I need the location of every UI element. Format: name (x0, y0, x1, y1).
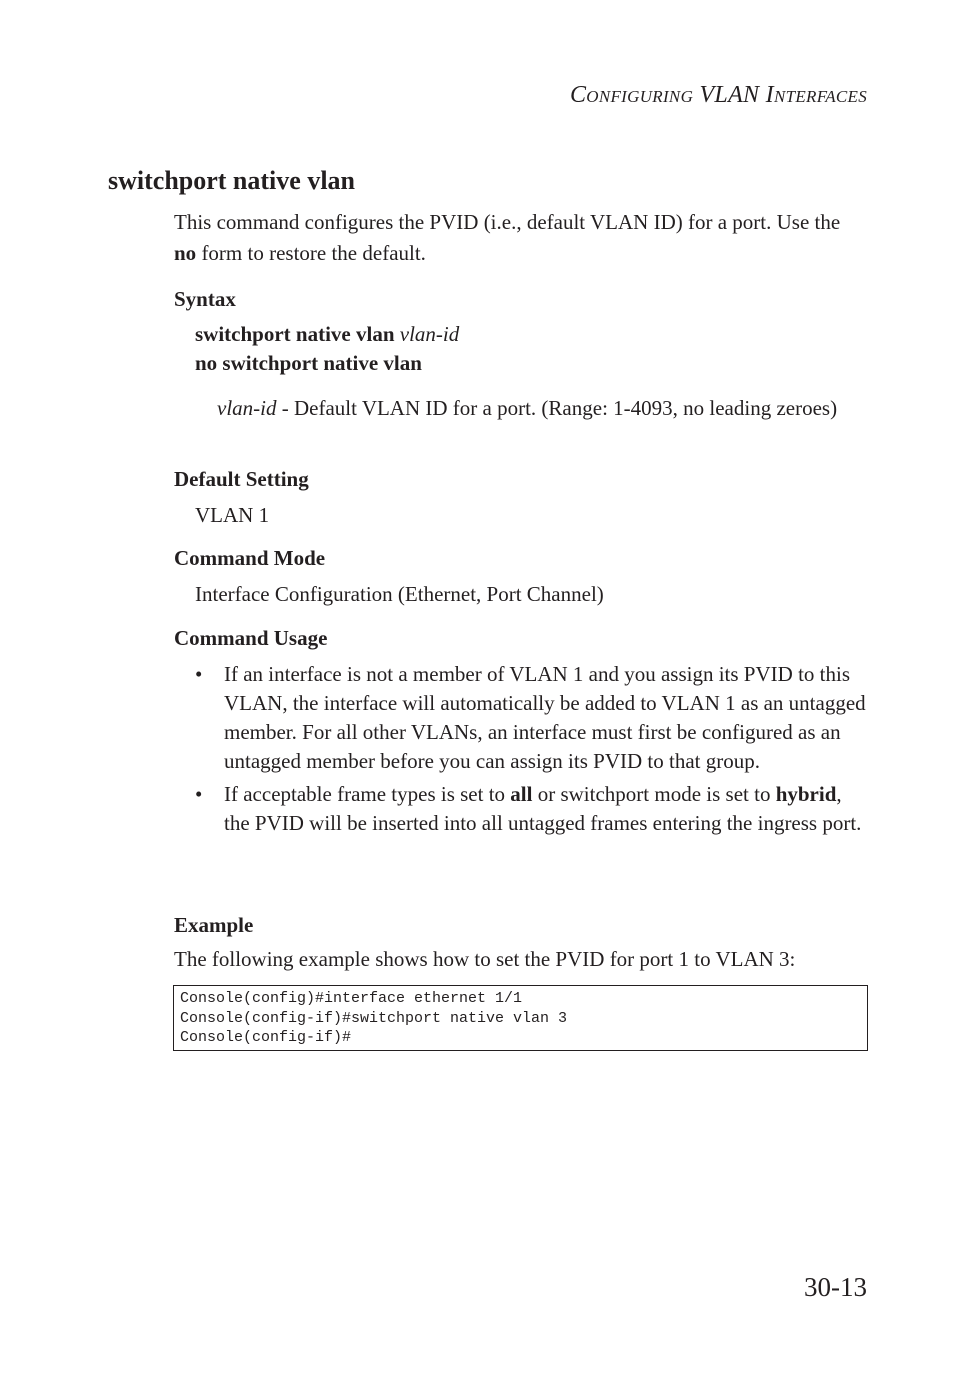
syntax-heading: Syntax (174, 287, 236, 311)
intro-paragraph (174, 207, 864, 269)
example-heading: Example (174, 913, 254, 937)
parameter-name: vlan-id (217, 396, 277, 420)
list-item (195, 780, 867, 838)
usage-text-2c: or switchport mode is set to (532, 782, 776, 806)
code-example-box (173, 985, 868, 1051)
syntax-line-2: no switchport native vlan (195, 351, 422, 375)
code-line: Console(config-if)#switchport native vlan 3 (180, 1009, 568, 1027)
header-small-caps-2: NTERFACES (773, 87, 867, 106)
intro-text-2: form to restore the default. (196, 241, 426, 265)
command-usage-list (195, 660, 867, 842)
command-usage-heading: Command Usage (174, 626, 328, 650)
page-number: 30-13 (804, 1272, 867, 1302)
parameter-text: - Default VLAN ID for a port. (Range: 1-4093, no leading zeroes) (276, 396, 838, 420)
command-mode-heading: Command Mode (174, 546, 326, 570)
command-mode-value: Interface Configuration (Ethernet, Port Channel) (195, 582, 604, 606)
running-header (570, 82, 867, 109)
syntax-argument: vlan-id (399, 322, 460, 346)
code-line: Console(config-if)# (180, 1029, 352, 1046)
parameter-description (217, 394, 853, 423)
usage-bold-hybrid: hybrid (775, 782, 837, 806)
usage-text-1: If an interface is not a member of VLAN 1 and you assign its PVID to this VLAN, the interface will automatically be added to VLAN 1 as an untagged member. For all other VLANs, an interface must first be configured as an untagged member before you can assign its PVID to that group. (224, 662, 866, 773)
bullet-icon: • (195, 662, 203, 686)
header-vlan: VLAN (693, 82, 766, 108)
usage-bold-all: all (510, 782, 533, 806)
intro-bold-no: no (174, 241, 197, 265)
syntax-line-1 (195, 322, 459, 347)
header-small-caps-1: ONFIGURING (586, 87, 694, 106)
header-cap-c: C (569, 82, 587, 108)
list-item (195, 660, 867, 776)
usage-text-2a: If acceptable frame types is set to (224, 782, 511, 806)
default-setting-value: VLAN 1 (195, 503, 270, 527)
bullet-icon: • (195, 782, 203, 806)
header-cap-i: I (765, 82, 774, 108)
code-line: Console(config)#interface ethernet 1/1 (180, 990, 523, 1007)
usage-text-2e: , the PVID will be inserted into all untagged frames entering the ingress port. (224, 782, 862, 835)
intro-text-1: This command configures the PVID (i.e., default VLAN ID) for a port. Use the (174, 210, 841, 234)
section-title: switchport native vlan (108, 166, 355, 195)
syntax-command-1: switchport native vlan (195, 322, 395, 346)
example-description: The following example shows how to set the PVID for port 1 to VLAN 3: (174, 947, 796, 971)
default-setting-heading: Default Setting (174, 467, 309, 491)
